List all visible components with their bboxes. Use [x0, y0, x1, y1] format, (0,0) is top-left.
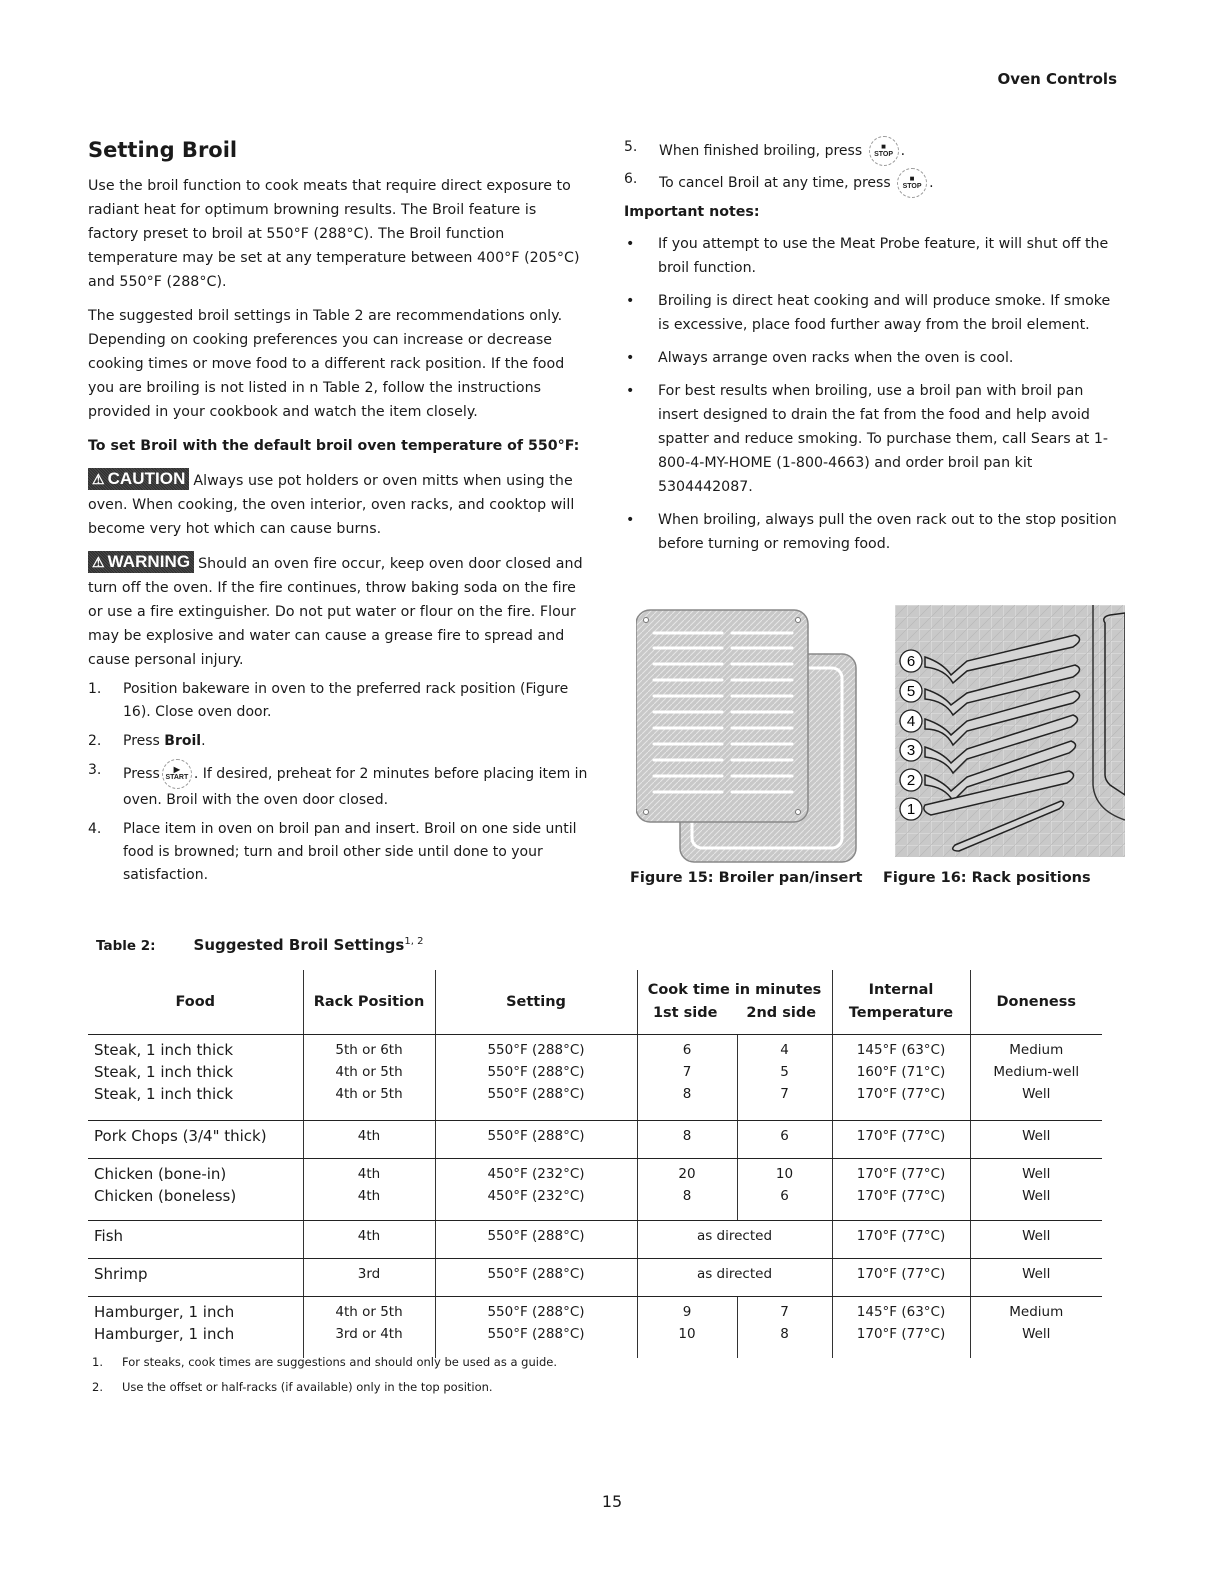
svg-text:3: 3: [906, 742, 916, 759]
stop-button-icon: ■ STOP: [869, 136, 899, 166]
important-notes-list: [624, 232, 1124, 556]
caution-text: Always use pot holders or oven mitts when using the oven. When cooking, the oven interior, oven racks, and cooktop will become very hot which can cause burns.: [88, 473, 575, 537]
table-row-pork-chops: Pork Chops (3/4" thick) 4th 550°F (288°C) 8 6 170°F (77°C) Well: [88, 1121, 1102, 1159]
col-header-internal-temp: Internal Temperature: [832, 970, 970, 1035]
default-broil-subheading: To set Broil with the default broil oven temperature of 550°F:: [88, 438, 580, 454]
svg-text:1: 1: [906, 801, 916, 818]
warning-triangle-icon: ⚠: [92, 471, 105, 487]
svg-text:5: 5: [906, 683, 916, 700]
table-row-group-steak: Steak, 1 inch thick Steak, 1 inch thick Steak, 1 inch thick 5th or 6th 4th or 5th 4th or 5th 550°F (288°C) 550°F (288°C) 550°F (288°C) 6 7 8 4 5 7 145°F (63°C) 160°F (71°C) 170°F (77°C) Medium Medium-well Well: [88, 1035, 1102, 1121]
section-title: Setting Broil: [88, 138, 238, 162]
stop-button-icon: ■ STOP: [897, 168, 927, 198]
table-row-fish: Fish 4th 550°F (288°C) as directed 170°F (77°C) Well: [88, 1221, 1102, 1259]
start-button-icon: ▶ START: [162, 759, 192, 789]
broiler-pan-illustration: [636, 608, 860, 864]
svg-text:2: 2: [906, 772, 916, 789]
svg-text:4: 4: [906, 713, 916, 730]
running-header: Oven Controls: [997, 70, 1117, 88]
warning-text: Should an oven fire occur, keep oven door closed and turn off the oven. If the fire continues, throw baking soda on the fire or use a fire extinguisher. Do not put water or flour on the fire. Flour may be explosive and water can cause a grease fire to spread and cause personal injury.: [88, 556, 583, 668]
col-header-cook-time: Cook time in minutes 1st side 2nd side: [637, 970, 832, 1035]
figure-16-caption: Figure 16: Rack positions: [883, 870, 1091, 886]
col-header-doneness: Doneness: [970, 970, 1102, 1035]
figure-16-rack-positions: [895, 605, 1125, 857]
caution-notice: [88, 468, 588, 541]
warning-triangle-icon: ⚠: [92, 554, 105, 570]
step-item: 3. Press ▶ START . If desired, preheat for 2 minutes before placing item in oven. Broil with the oven door closed.: [88, 759, 588, 812]
note-item: • If you attempt to use the Meat Probe feature, it will shut off the broil function.: [624, 232, 1124, 280]
step-item: 1. Position bakeware in oven to the preferred rack position (Figure 16). Close oven door.: [88, 681, 569, 720]
figure-15-broiler-pan: [636, 608, 860, 864]
warning-badge: ⚠ WARNING: [88, 551, 194, 573]
table-row-shrimp: Shrimp 3rd 550°F (288°C) as directed 170°F (77°C) Well: [88, 1259, 1102, 1297]
recommendation-paragraph: The suggested broil settings in Table 2 are recommendations only. Depending on cooking preferences you can increase or decrease cooking times or move food to a different rack position. If the food you are broiling is not listed in n Table 2, follow the instructions provided in your cookbook and watch the item closely.: [88, 308, 565, 420]
table-header-row: [88, 970, 1102, 1035]
page-number: 15: [601, 1492, 623, 1511]
left-column: [88, 138, 588, 893]
warning-notice: [88, 551, 588, 672]
broil-key-label: Broil: [164, 733, 202, 749]
broil-steps-list: [88, 678, 588, 887]
step-item: 6. To cancel Broil at any time, press ■ STOP .: [624, 168, 1124, 198]
oven-rack-illustration: [895, 605, 1125, 857]
table-row-group-hamburger: Hamburger, 1 inch Hamburger, 1 inch 4th or 5th 3rd or 4th 550°F (288°C) 550°F (288°C) 9 10 7 8 145°F (63°C) 170°F (77°C) Medium Well: [88, 1297, 1102, 1359]
note-item: • For best results when broiling, use a broil pan with broil pan insert designed to drain the fat from the food and help avoid spatter and reduce smoking. To purchase them, call Sears at 1-800-4-MY-HOME (1-800-4663) and order broil pan kit 5304442087.: [624, 379, 1124, 499]
figure-15-caption: Figure 15: Broiler pan/insert: [630, 870, 863, 886]
col-header-setting: Setting: [435, 970, 637, 1035]
col-header-rack: Rack Position: [303, 970, 435, 1035]
note-item: • Always arrange oven racks when the oven is cool.: [624, 346, 1124, 370]
broil-steps-continued: [624, 136, 1124, 198]
table-label: Table 2:: [96, 938, 156, 954]
table-footnote-refs: 1, 2: [404, 936, 424, 947]
svg-text:6: 6: [906, 653, 916, 670]
intro-paragraph: Use the broil function to cook meats that require direct exposure to radiant heat for optimum browning results. The Broil feature is factory preset to broil at 550°F (288°C). The Broil function temperature may be set at any temperature between 400°F (205°C) and 550°F (288°C).: [88, 178, 580, 290]
footnote-2: 2. Use the offset or half-racks (if available) only in the top position.: [92, 1380, 493, 1394]
important-notes-heading: Important notes:: [624, 204, 760, 220]
note-item: • When broiling, always pull the oven rack out to the stop position before turning or removing food.: [624, 508, 1124, 556]
note-item: • Broiling is direct heat cooking and will produce smoke. If smoke is excessive, place food further away from the broil element.: [624, 289, 1124, 337]
footnote-1: 1. For steaks, cook times are suggestions and should only be used as a guide.: [92, 1355, 558, 1369]
caution-badge: ⚠ CAUTION: [88, 468, 189, 490]
step-item: 2. Press Broil.: [88, 733, 206, 749]
broil-settings-table: [88, 970, 1102, 1358]
table-title: [96, 936, 423, 954]
right-column: [624, 138, 1124, 565]
col-header-food: Food: [88, 970, 303, 1035]
step-item: 4. Place item in oven on broil pan and insert. Broil on one side until food is browned; turn and broil other side until done to your satisfaction.: [88, 821, 577, 883]
step-item: 5. When finished broiling, press ■ STOP .: [624, 136, 1124, 166]
table-caption: Suggested Broil Settings: [193, 936, 405, 954]
table-row-group-chicken: Chicken (bone-in) Chicken (boneless) 4th 4th 450°F (232°C) 450°F (232°C) 20 8 10 6 170°F (77°C) 170°F (77°C) Well Well: [88, 1159, 1102, 1221]
